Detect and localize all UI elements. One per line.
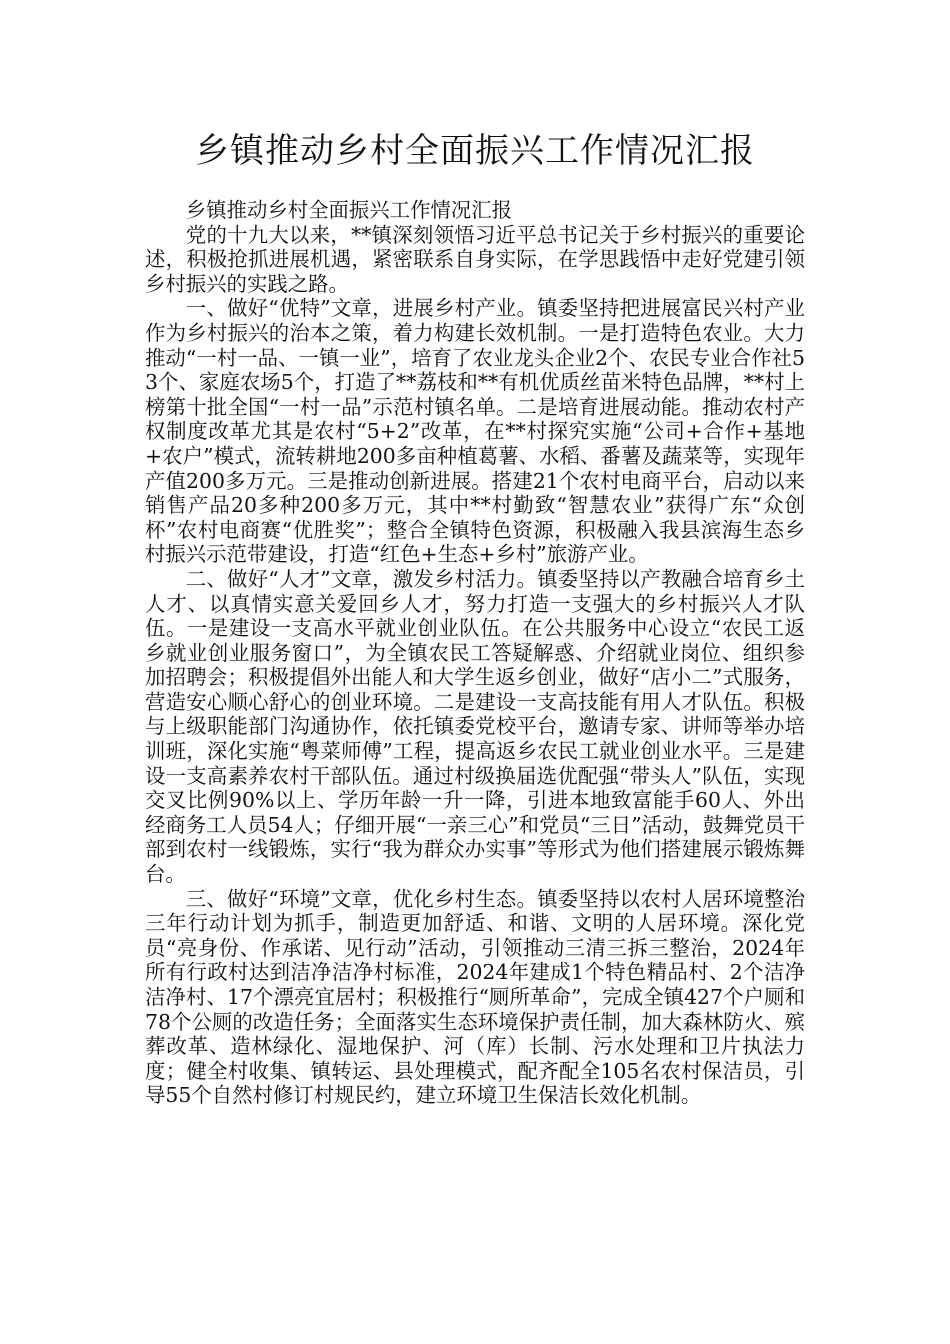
intro-paragraph: 党的十九大以来，**镇深刻领悟习近平总书记关于乡村振兴的重要论述，积极抢抓进展机遇，紧密联系自身实际，在学思践悟中走好党建引领乡村振兴的实践之路。 <box>145 222 805 296</box>
environment-section-paragraph: 三、做好“环境”文章，优化乡村生态。镇委坚持以农村人居环境整治三年行动计划为抓手，制造更加舒适、和谐、文明的人居环境。深化党员“亮身份、作承诺、见行动”活动，引领推动三清三拆三整治，2024年所有行政村达到洁净洁净村标准，2024年建成1个特色精品村、2个洁净洁净村、17个漂亮宜居村；积极推行“厕所革命”，完成全镇427个户厕和78个公厕的改造任务；全面落实生态环境保护责任制，加大森林防火、殡葬改革、造林绿化、湿地保护、河（库）长制、污水处理和卫片执法力度；健全村收集、镇转运、县处理模式，配齐配全105名农村保洁员，引导55个自然村修订村规民约，建立环境卫生保洁长效化机制。 <box>145 886 805 1108</box>
document-body <box>145 198 805 1108</box>
page-title: 乡镇推动乡村全面振兴工作情况汇报 <box>195 131 755 171</box>
subtitle-paragraph: 乡镇推动乡村全面振兴工作情况汇报 <box>185 198 513 222</box>
talent-section-paragraph: 二、做好“人才”文章，激发乡村活力。镇委坚持以产教融合培育乡土人才、以真情实意关爱回乡人才，努力打造一支强大的乡村振兴人才队伍。一是建设一支高水平就业创业队伍。在公共服务中心设立“农民工返乡就业创业服务窗口”，为全镇农民工答疑解惑、介绍就业岗位、组织参加招聘会；积极提倡外出能人和大学生返乡创业，做好“店小二”式服务，营造安心顺心舒心的创业环境。二是建设一支高技能有用人才队伍。积极与上级职能部门沟通协作，依托镇委党校平台，邀请专家、讲师等举办培训班，深化实施“粤菜师傅”工程，提高返乡农民工就业创业水平。三是建设一支高素养农村干部队伍。通过村级换届选优配强“带头人”队伍，实现交叉比例90%以上、学历年龄一升一降，引进本地致富能手60人、外出经商务工人员54人；仔细开展“一亲三心”和党员“三日”活动，鼓舞党员干部到农村一线锻炼，实行“我为群众办实事”等形式为他们搭建展示锻炼舞台。 <box>145 566 805 887</box>
industry-section-paragraph: 一、做好“优特”文章，进展乡村产业。镇委坚持把进展富民兴村产业作为乡村振兴的治本之策，着力构建长效机制。一是打造特色农业。大力推动“一村一品、一镇一业”，培育了农业龙头企业2个、农民专业合作社53个、家庭农场5个，打造了**荔枝和**有机优质丝苗米特色品牌，**村上榜第十批全国“一村一品”示范村镇名单。二是培育进展动能。推动农村产权制度改革尤其是农村“5+2”改革，在**村探究实施“公司+合作+基地+农户”模式，流转耕地200多亩种植葛薯、水稻、番薯及蔬菜等，实现年产值200多万元。三是推动创新进展。搭建21个农村电商平台，启动以来销售产品20多种200多万元，其中**村勤致“智慧农业”获得广东“众创杯”农村电商赛“优胜奖”；整合全镇特色资源，积极融入我县滨海生态乡村振兴示范带建设，打造“红色+生态+乡村”旅游产业。 <box>145 296 805 567</box>
